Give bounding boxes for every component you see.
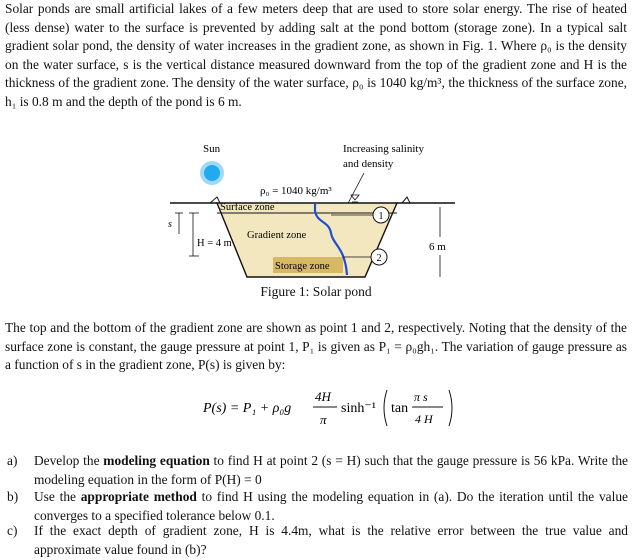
question-c-text — [34, 522, 628, 559]
formula-frac-num: 4H — [315, 389, 331, 404]
formula-inner-den: 4 H — [415, 412, 433, 426]
question-a-label: a) — [7, 453, 18, 468]
salinity-label-1: Increasing salinity — [343, 143, 424, 155]
storage-zone-label: Storage zone — [275, 261, 330, 272]
sun-icon — [202, 163, 222, 183]
surface-zone-label: Surface zone — [220, 202, 275, 213]
formula-frac-den: π — [320, 412, 327, 427]
depth-label: 6 m — [429, 241, 446, 253]
rho-label: ρ₀ = 1040 kg/m³ — [260, 185, 332, 197]
salinity-label-2: and density — [343, 158, 394, 170]
formula-tan: tan — [391, 401, 409, 416]
question-a-post: to find H at point 2 (s = H) such that the gauge pressure is 56 kPa. Write the modeling equation in the form of P(H) = 0 — [34, 453, 628, 487]
question-b-pre: Use the — [34, 489, 81, 504]
figure-caption: Figure 1: Solar pond — [260, 284, 372, 299]
solar-pond-figure — [165, 137, 465, 287]
question-b-text — [34, 488, 628, 525]
question-b-bold: appropriate method — [80, 489, 197, 504]
question-c-label: c) — [7, 523, 18, 538]
question-a-bold: modeling equation — [103, 453, 210, 468]
H-label: H = 4 m — [197, 238, 232, 249]
intro-paragraph: Solar ponds are small artificial lakes of a few meters deep that are used to store solar energy. The rise of heated (less dense) water to the surface is prevented by adding salt at the pond bottom (storage zone). In a typical salt gradient solar pond, the density of water increases in the gradient zone, as shown in Fig. 1. Where ρ₀ is the density on the water surface, s is the vertical distance measured downward from the top of the gradient zone and H is the thickness of the gradient zone. The density of the water surface, ρ₀ is 1040 kg/m³, the thickness of the surface zone, h₁ is 0.8 m and the depth of the pond is 6 m. — [5, 1, 627, 109]
s-label: s — [168, 219, 172, 230]
gradient-zone-label: Gradient zone — [247, 230, 307, 241]
question-c-pre: If the exact depth of gradient zone, H is 4.4m, what is the relative error between the true value and approximate value found in (b)? — [34, 523, 628, 557]
point-1-label: 1 — [378, 211, 384, 222]
pressure-formula — [203, 380, 463, 430]
middle-paragraph: The top and the bottom of the gradient zone are shown as point 1 and 2, respectively. Noting that the density of the surface zone is constant, the gauge pressure at point 1, P₁ is given as P₁ = ρ₀gh₁. The variation of gauge pressure as a function of s in the gradient zone, P(s) is given by: — [5, 320, 627, 373]
question-b-post: to find H using the modeling equation in (a). Do the iteration until the value converges to a specified tolerance below 0.1. — [34, 489, 628, 523]
question-a-text — [34, 452, 628, 489]
question-a-pre: Develop the — [34, 453, 104, 468]
water-level-icon — [351, 195, 359, 202]
formula-inner-num: π s — [414, 390, 428, 404]
formula-lhs: P(s) = P₁ + ρ₀g — [203, 401, 292, 416]
question-b-label: b) — [7, 489, 19, 504]
sun-label: Sun — [203, 143, 221, 155]
point-2-label: 2 — [376, 253, 382, 264]
formula-func: sinh⁻¹ — [341, 401, 376, 416]
